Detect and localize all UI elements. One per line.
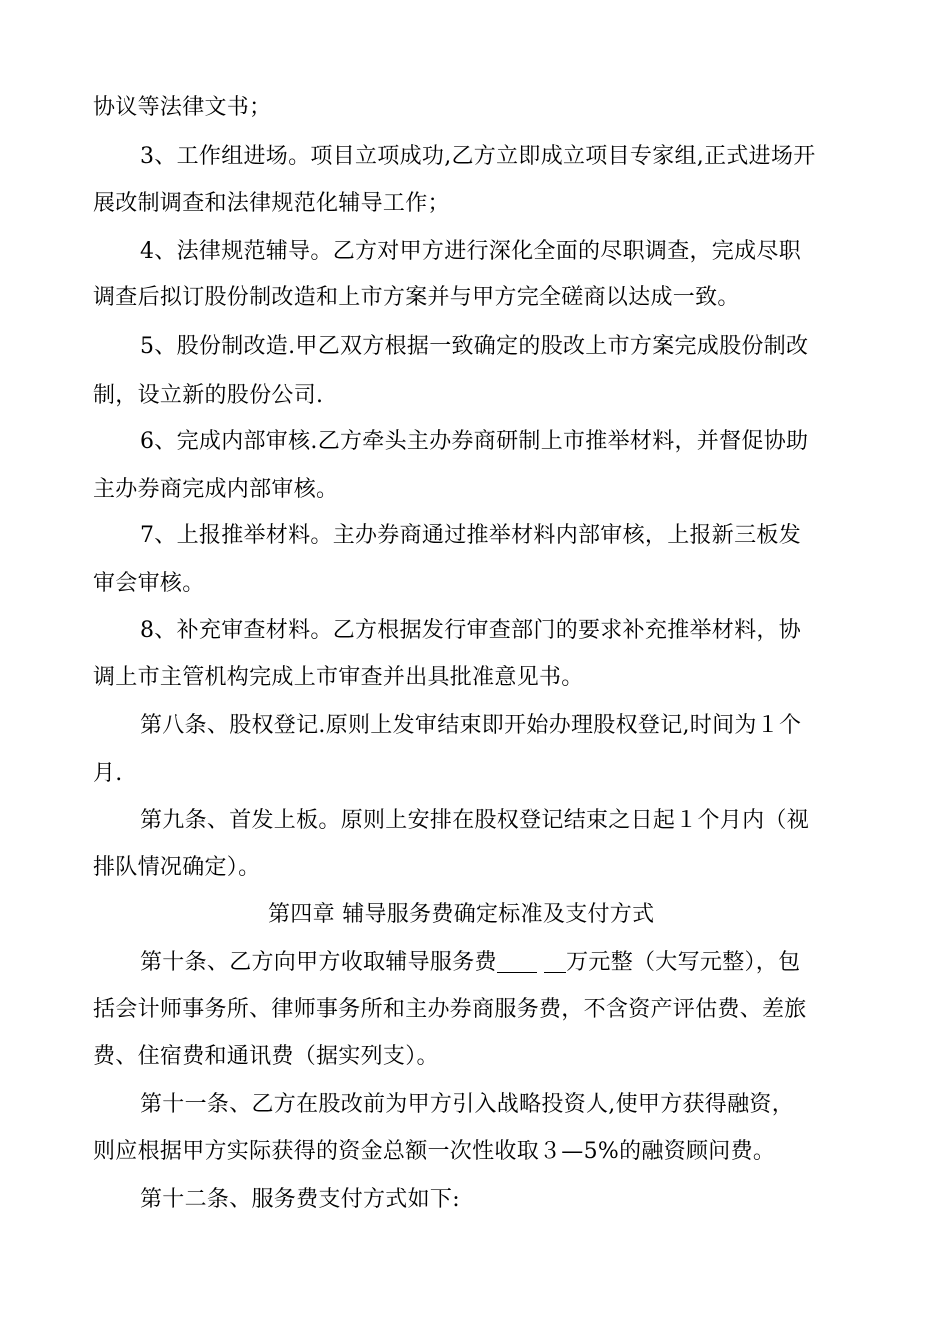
text-line: 第九条、首发上板。原则上安排在股权登记结束之日起１个月内（视	[140, 808, 810, 833]
text-line: 协议等法律文书；	[93, 95, 272, 120]
text-line: 8、补充审查材料。乙方根据发行审查部门的要求补充推举材料，协	[140, 618, 801, 643]
text-line: 审会审核。	[93, 571, 205, 596]
text-segment: 第十条、乙方向甲方收取辅导服务费	[140, 950, 497, 975]
text-line: 4、法律规范辅导。乙方对甲方进行深化全面的尽职调查，完成尽职	[140, 239, 801, 264]
text-line: 第十二条、服务费支付方式如下:	[140, 1187, 460, 1212]
text-line: 调查后拟订股份制改造和上市方案并与甲方完全磋商以达成一致。	[93, 285, 740, 310]
fee-clause-line	[140, 948, 800, 978]
text-line: 7、上报推举材料。主办券商通过推举材料内部审核，上报新三板发	[140, 523, 801, 548]
text-line: 第八条、股权登记.原则上发审结束即开始办理股权登记,时间为１个	[140, 713, 802, 738]
text-line: 调上市主管机构完成上市审查并出具批准意见书。	[93, 665, 584, 690]
text-line: 括会计师事务所、律师事务所和主办券商服务费，不含资产评估费、差旅	[93, 997, 807, 1022]
chapter-heading: 第四章 辅导服务费确定标准及支付方式	[268, 902, 655, 927]
text-line: 主办券商完成内部审核。	[93, 477, 339, 502]
text-segment: 万元整（大写元整），包	[566, 950, 801, 975]
text-line: 展改制调查和法律规范化辅导工作；	[93, 191, 450, 216]
text-line: 第十一条、乙方在股改前为甲方引入战略投资人,使甲方获得融资，	[140, 1092, 794, 1117]
text-line: 则应根据甲方实际获得的资金总额一次性收取３—5%的融资顾问费。	[93, 1139, 776, 1164]
text-line: 制，设立新的股份公司.	[93, 383, 324, 408]
text-line: 月.	[93, 761, 123, 786]
fee-amount-blank	[544, 950, 566, 973]
text-line: 6、完成内部审核.乙方牵头主办券商研制上市推举材料，并督促协助	[140, 429, 809, 454]
text-line: 排队情况确定）。	[93, 855, 261, 880]
fee-amount-blank	[497, 950, 537, 973]
text-line: 费、住宿费和通讯费（据实列支）。	[93, 1044, 439, 1069]
text-line: 3、工作组进场。项目立项成功,乙方立即成立项目专家组,正式进场开	[140, 144, 816, 169]
text-line: 5、股份制改造.甲乙双方根据一致确定的股改上市方案完成股份制改	[140, 334, 809, 359]
